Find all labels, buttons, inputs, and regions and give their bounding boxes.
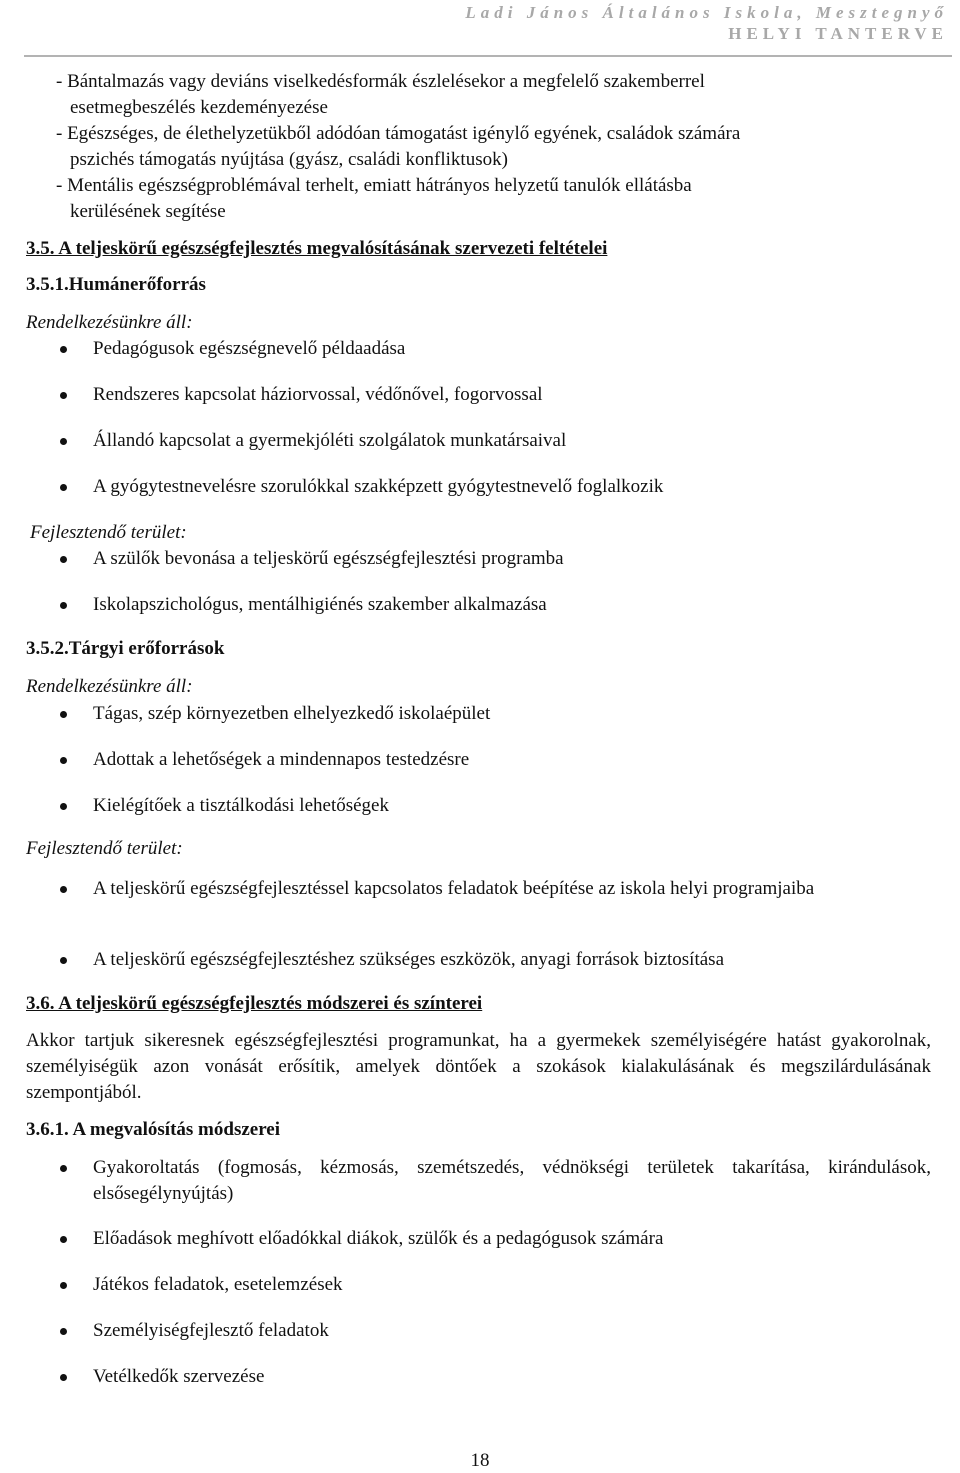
intro-item: - Bántalmazás vagy deviáns viselkedésformák észlelésekor a megfelelő szakemberrel [56, 71, 705, 92]
running-header [465, 2, 948, 44]
intro-item: esetmegbeszélés kezdeményezése [70, 97, 328, 118]
paragraph: Akkor tartjuk sikeresnek egészségfejlesztési programunkat, ha a gyermekek személyiségére hatást gyakorolnak, személyiségük azon vonását erősítik, amelyek döntőek a szokások kialakulásának és megszilárdulásának szempontjából. [26, 1030, 931, 1103]
bullet [60, 1374, 67, 1381]
bullet [60, 1328, 67, 1335]
develop-label: Fejlesztendő terület: [30, 522, 187, 543]
bullet [60, 757, 67, 764]
list-item: Tágas, szép környezetben elhelyezkedő iskolaépület [93, 703, 491, 724]
header-document-title: HELYI TANTERVE [728, 24, 948, 43]
intro-item: - Egészséges, de élethelyzetükből adódóan támogatást igénylő egyének, családok számára [56, 123, 741, 144]
list-item: Előadások meghívott előadókkal diákok, szülők és a pedagógusok számára [93, 1228, 664, 1249]
bullet [60, 1236, 67, 1243]
bullet [60, 1282, 67, 1289]
list-item: Iskolapszichológus, mentálhigiénés szakember alkalmazása [93, 594, 547, 615]
page-number: 18 [470, 1450, 490, 1471]
header-school-name: Ladi János Általános Iskola, Mesztegnyő [465, 3, 948, 22]
bullet [60, 392, 67, 399]
list-item: Játékos feladatok, esetelemzések [93, 1274, 343, 1295]
list-item: Pedagógusok egészségnevelő példaadása [93, 338, 406, 359]
section-heading-3-5: 3.5. A teljeskörű egészségfejlesztés megvalósításának szervezeti feltételei [26, 238, 608, 259]
list-item: Állandó kapcsolat a gyermekjóléti szolgálatok munkatársaival [93, 430, 567, 451]
list-item: Gyakoroltatás (fogmosás, kézmosás, szemétszedés, védnökségi területek takarítása, kirándulások, elsősegélynyújtás) [93, 1157, 931, 1204]
header-divider [24, 55, 952, 57]
bullet [60, 711, 67, 718]
section-heading-3-5-1: 3.5.1.Humánerőforrás [26, 274, 206, 295]
list-item: A teljeskörű egészségfejlesztéssel kapcsolatos feladatok beépítése az iskola helyi programjaiba [93, 878, 815, 899]
bullet [60, 484, 67, 491]
intro-item: kerülésének segítése [70, 201, 226, 222]
bullet [60, 602, 67, 609]
bullet [60, 346, 67, 353]
section-heading-3-6-1: 3.6.1. A megvalósítás módszerei [26, 1119, 281, 1140]
list-item: Rendszeres kapcsolat háziorvossal, védőnővel, fogorvossal [93, 384, 543, 405]
section-heading-3-5-2: 3.5.2.Tárgyi erőforrások [26, 638, 225, 659]
available-label: Rendelkezésünkre áll: [26, 676, 193, 697]
list-item: Kielégítőek a tisztálkodási lehetőségek [93, 795, 389, 816]
available-label: Rendelkezésünkre áll: [26, 312, 193, 333]
bullet [60, 438, 67, 445]
bullet [60, 886, 67, 893]
bullet [60, 803, 67, 810]
bullet [60, 1165, 67, 1172]
intro-item: pszichés támogatás nyújtása (gyász, családi konfliktusok) [70, 149, 508, 170]
develop-label: Fejlesztendő terület: [26, 838, 183, 859]
list-item: A gyógytestnevelésre szorulókkal szakképzett gyógytestnevelő foglalkozik [93, 476, 664, 497]
intro-item: - Mentális egészségproblémával terhelt, emiatt hátrányos helyzetű tanulók ellátásba [56, 175, 692, 196]
bullet [60, 556, 67, 563]
list-item: Adottak a lehetőségek a mindennapos testedzésre [93, 749, 470, 770]
section-heading-3-6: 3.6. A teljeskörű egészségfejlesztés módszerei és színterei [26, 993, 483, 1014]
list-item: Személyiségfejlesztő feladatok [93, 1320, 329, 1341]
list-item: A szülők bevonása a teljeskörű egészségfejlesztési programba [93, 548, 564, 569]
list-item: Vetélkedők szervezése [93, 1366, 265, 1387]
bullet [60, 957, 67, 964]
list-item: A teljeskörű egészségfejlesztéshez szükséges eszközök, anyagi források biztosítása [93, 949, 724, 970]
